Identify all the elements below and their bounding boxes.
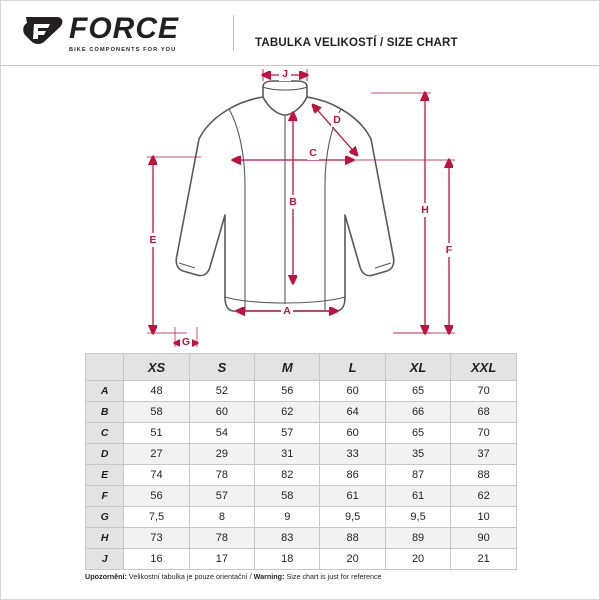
cell-h-l: 88	[320, 528, 385, 549]
cell-c-l: 60	[320, 423, 385, 444]
jersey-diagram	[1, 65, 600, 347]
page-header	[1, 1, 600, 65]
header-divider	[233, 15, 234, 51]
cell-b-xl: 66	[385, 402, 450, 423]
table-row	[86, 486, 517, 507]
cell-e-l: 86	[320, 465, 385, 486]
cell-d-xs: 27	[124, 444, 189, 465]
table-row	[86, 381, 517, 402]
cell-f-m: 58	[255, 486, 320, 507]
label-E: E	[149, 234, 157, 246]
cell-g-xs: 7,5	[124, 507, 189, 528]
brand-tagline: BIKE COMPONENTS FOR YOU	[69, 46, 177, 53]
brand-logo	[1, 1, 233, 65]
cell-d-l: 33	[320, 444, 385, 465]
row-label-b: B	[86, 402, 124, 423]
footer-text-cs: Velikostní tabulka je pouze orientační /	[126, 572, 254, 581]
cell-f-s: 57	[189, 486, 254, 507]
cell-g-xxl: 10	[451, 507, 517, 528]
cell-e-xxl: 88	[451, 465, 517, 486]
cell-b-xs: 58	[124, 402, 189, 423]
cell-a-xs: 48	[124, 381, 189, 402]
row-label-c: C	[86, 423, 124, 444]
cell-a-m: 56	[255, 381, 320, 402]
label-D: D	[333, 114, 341, 126]
cell-a-l: 60	[320, 381, 385, 402]
cell-h-xs: 73	[124, 528, 189, 549]
cell-h-xxl: 90	[451, 528, 517, 549]
label-F: F	[445, 244, 453, 256]
table-row	[86, 444, 517, 465]
footer-disclaimer	[85, 573, 525, 582]
cell-d-s: 29	[189, 444, 254, 465]
cell-g-xl: 9,5	[385, 507, 450, 528]
footer-text-en: Size chart is just for reference	[284, 572, 382, 581]
label-J: J	[282, 68, 288, 80]
cell-e-s: 78	[189, 465, 254, 486]
cell-e-xl: 87	[385, 465, 450, 486]
cell-j-l: 20	[320, 549, 385, 570]
cell-b-l: 64	[320, 402, 385, 423]
table-row	[86, 423, 517, 444]
cell-f-l: 61	[320, 486, 385, 507]
label-B: B	[289, 196, 297, 208]
label-C: C	[309, 147, 317, 159]
column-header-xs: XS	[124, 354, 189, 381]
table-header-row	[86, 354, 517, 381]
footer-warning-cs: Upozornění:	[85, 572, 127, 581]
cell-g-m: 9	[255, 507, 320, 528]
brand-name: FORCE	[69, 11, 179, 45]
row-label-d: D	[86, 444, 124, 465]
cell-e-xs: 74	[124, 465, 189, 486]
cell-c-xs: 51	[124, 423, 189, 444]
cell-j-xl: 20	[385, 549, 450, 570]
column-header-xl: XL	[385, 354, 450, 381]
cell-a-xxl: 70	[451, 381, 517, 402]
cell-b-xxl: 68	[451, 402, 517, 423]
size-table	[85, 353, 517, 570]
column-header-s: S	[189, 354, 254, 381]
row-label-f: F	[86, 486, 124, 507]
cell-j-s: 17	[189, 549, 254, 570]
row-label-g: G	[86, 507, 124, 528]
cell-d-xxl: 37	[451, 444, 517, 465]
cell-f-xxl: 62	[451, 486, 517, 507]
force-logo-icon	[23, 15, 65, 51]
cell-j-xxl: 21	[451, 549, 517, 570]
cell-e-m: 82	[255, 465, 320, 486]
cell-c-s: 54	[189, 423, 254, 444]
cell-c-xxl: 70	[451, 423, 517, 444]
cell-g-s: 8	[189, 507, 254, 528]
label-A: A	[283, 305, 291, 317]
table-row	[86, 507, 517, 528]
cell-j-m: 18	[255, 549, 320, 570]
row-label-a: A	[86, 381, 124, 402]
column-header-xxl: XXL	[451, 354, 517, 381]
cell-h-xl: 89	[385, 528, 450, 549]
cell-g-l: 9,5	[320, 507, 385, 528]
table-row	[86, 528, 517, 549]
page-title: TABULKA VELIKOSTÍ / SIZE CHART	[255, 37, 458, 49]
cell-c-m: 57	[255, 423, 320, 444]
cell-a-s: 52	[189, 381, 254, 402]
table-row	[86, 402, 517, 423]
cell-j-xs: 16	[124, 549, 189, 570]
cell-h-s: 78	[189, 528, 254, 549]
cell-f-xl: 61	[385, 486, 450, 507]
cell-c-xl: 65	[385, 423, 450, 444]
cell-h-m: 83	[255, 528, 320, 549]
cell-d-m: 31	[255, 444, 320, 465]
column-header-m: M	[255, 354, 320, 381]
cell-b-s: 60	[189, 402, 254, 423]
column-header-l: L	[320, 354, 385, 381]
row-label-h: H	[86, 528, 124, 549]
row-label-j: J	[86, 549, 124, 570]
label-G: G	[181, 336, 191, 347]
label-H: H	[421, 204, 429, 216]
cell-b-m: 62	[255, 402, 320, 423]
cell-f-xs: 56	[124, 486, 189, 507]
footer-warning-en: Warning:	[253, 572, 285, 581]
row-label-e: E	[86, 465, 124, 486]
table-row	[86, 465, 517, 486]
size-table-container	[85, 353, 517, 570]
cell-d-xl: 35	[385, 444, 450, 465]
table-row	[86, 549, 517, 570]
cell-a-xl: 65	[385, 381, 450, 402]
table-corner-cell	[86, 354, 124, 381]
